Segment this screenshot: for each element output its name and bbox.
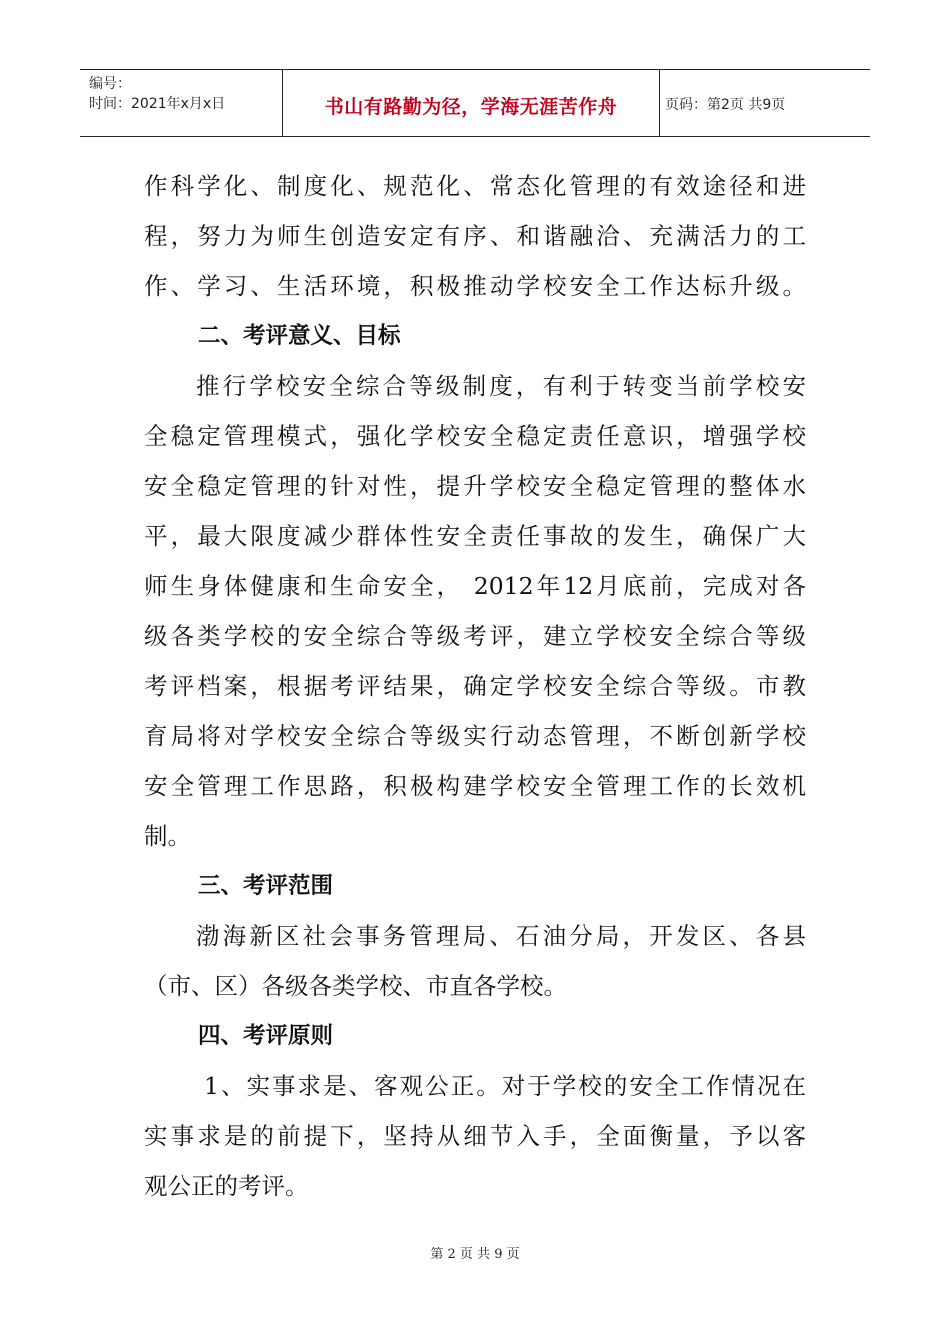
body-line: 推行学校安全综合等级制度，有利于转变当前学校安 [196,372,806,400]
page-footer: 第 2 页 共 9 页 [430,1247,520,1262]
body-line: 全稳定管理模式，强化学校安全稳定责任意识，增强学校 [144,422,806,450]
body-line: 作、学习、生活环境，积极推动学校安全工作达标升级。 [144,272,806,300]
body-line: 实事求是的前提下，坚持从细节入手，全面衡量，予以客 [144,1122,806,1150]
body-line: 考评档案，根据考评结果，确定学校安全综合等级。市教 [144,672,806,700]
motto-text: 书山有路勤为径，学海无涯苦作舟 [324,96,618,118]
page-header [80,69,870,137]
header-info-cell [80,70,283,136]
section-heading: 三、考评范围 [198,873,334,899]
section-heading: 四、考评原则 [198,1023,334,1049]
body-line: 育局将对学校安全综合等级实行动态管理，不断创新学校 [144,722,806,750]
header-motto-cell [283,70,660,136]
body-line: 平，最大限度减少群体性安全责任事故的发生，确保广大 [144,522,806,550]
body-line: 师生身体健康和生命安全， 2012年12月底前，完成对各 [144,572,806,600]
body-line: 级各类学校的安全综合等级考评，建立学校安全综合等级 [144,622,806,650]
page-code: 页码：第2页 共9页 [665,97,786,113]
header-page-cell [660,70,870,136]
body-line: 安全管理工作思路，积极构建学校安全管理工作的长效机 [144,772,806,800]
body-line: 安全稳定管理的针对性，提升学校安全稳定管理的整体水 [144,472,806,500]
body-line: 观公正的考评。 [144,1172,309,1200]
body-line: 制。 [144,822,191,850]
date-label: 时间：2021年x月x日 [89,96,226,112]
body-line: （市、区）各级各类学校、市直各学校。 [144,972,567,1000]
body-line: 1、实事求是、客观公正。对于学校的安全工作情况在 [204,1072,806,1100]
body-line: 作科学化、制度化、规范化、常态化管理的有效途径和进 [144,172,806,200]
serial-number-label: 编号： [89,76,131,92]
section-heading: 二、考评意义、目标 [198,323,401,349]
body-line: 渤海新区社会事务管理局、石油分局，开发区、各县 [196,922,806,950]
body-line: 程，努力为师生创造安定有序、和谐融洽、充满活力的工 [144,222,806,250]
